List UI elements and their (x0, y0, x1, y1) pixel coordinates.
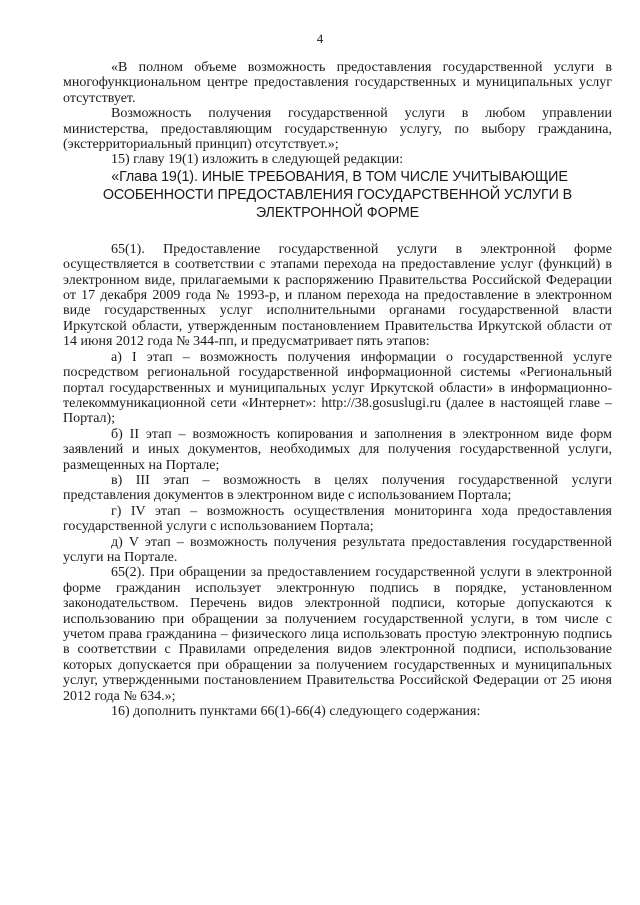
list-item-stage-v: в) III этап – возможность в целях получения государственной услуги представления документов в электронном виде с использованием Портала; (63, 472, 612, 504)
list-item-stage-d: д) V этап – возможность получения результата предоставления государственной услуги на Портале. (63, 534, 612, 565)
paragraph-item-15: 15) главу 19(1) изложить в следующей редакции: (111, 152, 404, 168)
chapter-heading-line-2: ОСОБЕННОСТИ ПРЕДОСТАВЛЕНИЯ ГОСУДАРСТВЕННОЙ УСЛУГИ В (102, 186, 573, 203)
paragraph-65-2: 65(2). При обращении за предоставлением государственной услуги в электронной форме гражданин использует электронную подпись в порядке, установленном законодательством. Перечень видов электронной подписи, которые допускаются к использованию при обращении за получением государственной услуги, в том числе с учетом права гражданина – физического лица использовать простую электронную подпись в соответствии с Правилами определения видов электронной подписи, использование которых допускается при обращении за получением государственных и муниципальных услуг, утвержденными постановлением Правительства Российской Федерации от 25 июня 2012 года № 634.»; (63, 565, 612, 704)
list-item-stage-b: б) II этап – возможность копирования и заполнения в электронном виде форм заявлений и иных документов, необходимых для получения государственной услуги, размещенных на Портале; (63, 426, 612, 473)
paragraph-65-1: 65(1). Предоставление государственной услуги в электронной форме осуществляется в соответствии с этапами перехода на предоставление услуг (функций) в электронном виде, прилагаемыми к распоряжению Правительства Российской Федерации от 17 декабря 2009 года № 1993-р, и планом перехода на предоставление в электронном виде государственных услуг исполнительными органами государственной власти Иркутской области, утвержденным постановлением Правительства Иркутской области от 14 июня 2012 года № 344-пп, и предусматривает пять этапов: (63, 241, 612, 350)
chapter-heading-line-3: ЭЛЕКТРОННОЙ ФОРМЕ (255, 204, 420, 221)
page-number: 4 (316, 31, 324, 46)
list-item-stage-g: г) IV этап – возможность осуществления мониторинга хода предоставления государственной услуги с использованием Портала; (63, 503, 612, 535)
chapter-heading (63, 168, 612, 222)
paragraph-extraterritorial: Возможность получения государственной услуги в любом управлении министерства, предоставляющим государственную услугу, по выбору гражданина, (экстерриториальный принцип) отсутствует.»; (63, 106, 612, 153)
paragraph-item-16: 16) дополнить пунктами 66(1)-66(4) следующего содержания: (111, 704, 481, 720)
document-body (63, 60, 612, 719)
spacer (63, 222, 612, 242)
list-item-stage-a: а) I этап – возможность получения информации о государственной услуге посредством региональной государственной информационной системы «Региональный портал государственных и муниципальных услуг Иркутской области» в информационно-телекоммуникационной сети «Интернет»: http://38.gosuslugi.ru (далее в настоящей главе – Портал); (63, 349, 612, 427)
paragraph-mfc-availability: «В полном объеме возможность предоставления государственной услуги в многофункциональном центре предоставления государственных и муниципальных услуг отсутствует. (63, 60, 612, 106)
chapter-heading-line-1: «Глава 19(1). ИНЫЕ ТРЕБОВАНИЯ, В ТОМ ЧИСЛЕ УЧИТЫВАЮЩИЕ (111, 168, 568, 185)
